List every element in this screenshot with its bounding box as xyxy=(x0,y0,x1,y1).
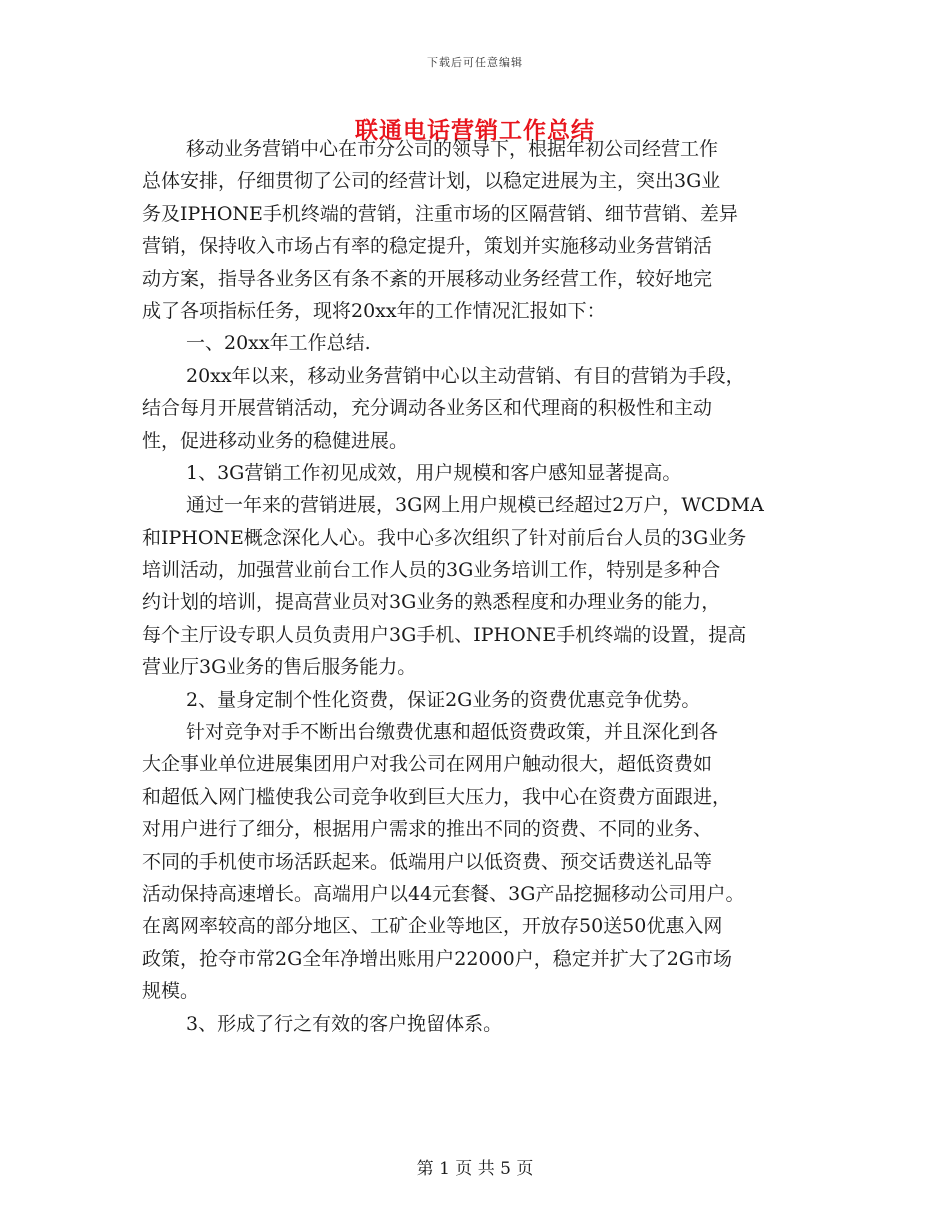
body-line: 和IPHONE概念深化人心。我中心多次组织了针对前后台人员的3G业务 xyxy=(142,526,747,549)
subsection-heading: 3、形成了行之有效的客户挽留体系。 xyxy=(186,1012,503,1035)
body-line: 在离网率较高的部分地区、工矿企业等地区，开放存50送50优惠入网 xyxy=(142,915,723,938)
document-body xyxy=(142,133,822,1040)
header-note: 下载后可任意编辑 xyxy=(427,56,523,69)
body-line: 营业厅3G业务的售后服务能力。 xyxy=(142,656,417,679)
body-line: 政策，抢夺市常2G全年净增出账用户22000户，稳定并扩大了2G市场 xyxy=(142,947,732,970)
body-line: 成了各项指标任务，现将20xx年的工作情况汇报如下： xyxy=(142,299,606,322)
body-line: 每个主厅设专职人员负责用户3G手机、IPHONE手机终端的设置，提高 xyxy=(142,623,747,646)
body-line: 20xx年以来，移动业务营销中心以主动营销、有目的营销为手段， xyxy=(186,364,745,387)
body-line: 结合每月开展营销活动，充分调动各业务区和代理商的积极性和主动 xyxy=(142,397,713,420)
body-line: 通过一年来的营销进展，3G网上用户规模已经超过2万户，WCDMA xyxy=(186,494,764,517)
document-title: 联通电话营销工作总结 xyxy=(355,117,595,144)
body-line: 营销，保持收入市场占有率的稳定提升，策划并实施移动业务营销活 xyxy=(142,235,713,258)
body-line: 和超低入网门槛使我公司竞争收到巨大压力，我中心在资费方面跟进， xyxy=(142,785,732,808)
body-line: 总体安排，仔细贯彻了公司的经营计划，以稳定进展为主，突出3G业 xyxy=(142,170,721,193)
body-line: 约计划的培训，提高营业员对3G业务的熟悉程度和办理业务的能力， xyxy=(142,591,721,614)
body-line: 务及IPHONE手机终端的营销，注重市场的区隔营销、细节营销、差异 xyxy=(142,202,738,225)
body-line: 移动业务营销中心在市分公司的领导下，根据年初公司经营工作 xyxy=(186,138,719,160)
section-heading: 一、20xx年工作总结. xyxy=(186,332,371,355)
body-line: 针对竞争对手不断出台缴费优惠和超低资费政策，并且深化到各 xyxy=(186,721,719,744)
body-line: 大企事业单位进展集团用户对我公司在网用户触动很大，超低资费如 xyxy=(142,753,713,776)
page-footer: 第 1 页 共 5 页 xyxy=(416,1159,534,1179)
body-line: 不同的手机使市场活跃起来。低端用户以低资费、预交话费送礼品等 xyxy=(142,850,713,873)
body-line: 动方案，指导各业务区有条不紊的开展移动业务经营工作，较好地完 xyxy=(142,267,713,290)
body-line: 活动保持高速增长。高端用户以44元套餐、3G产品挖掘移动公司用户。 xyxy=(142,882,745,905)
body-line: 规模。 xyxy=(142,980,200,1003)
subsection-heading: 2、量身定制个性化资费，保证2G业务的资费优惠竞争优势。 xyxy=(186,688,701,711)
body-line: 对用户进行了细分，根据用户需求的推出不同的资费、不同的业务、 xyxy=(142,818,713,841)
body-line: 性，促进移动业务的稳健进展。 xyxy=(142,429,409,452)
body-line: 培训活动，加强营业前台工作人员的3G业务培训工作，特别是多种合 xyxy=(142,559,721,582)
subsection-heading: 1、3G营销工作初见成效，用户规模和客户感知显著提高。 xyxy=(186,461,682,484)
